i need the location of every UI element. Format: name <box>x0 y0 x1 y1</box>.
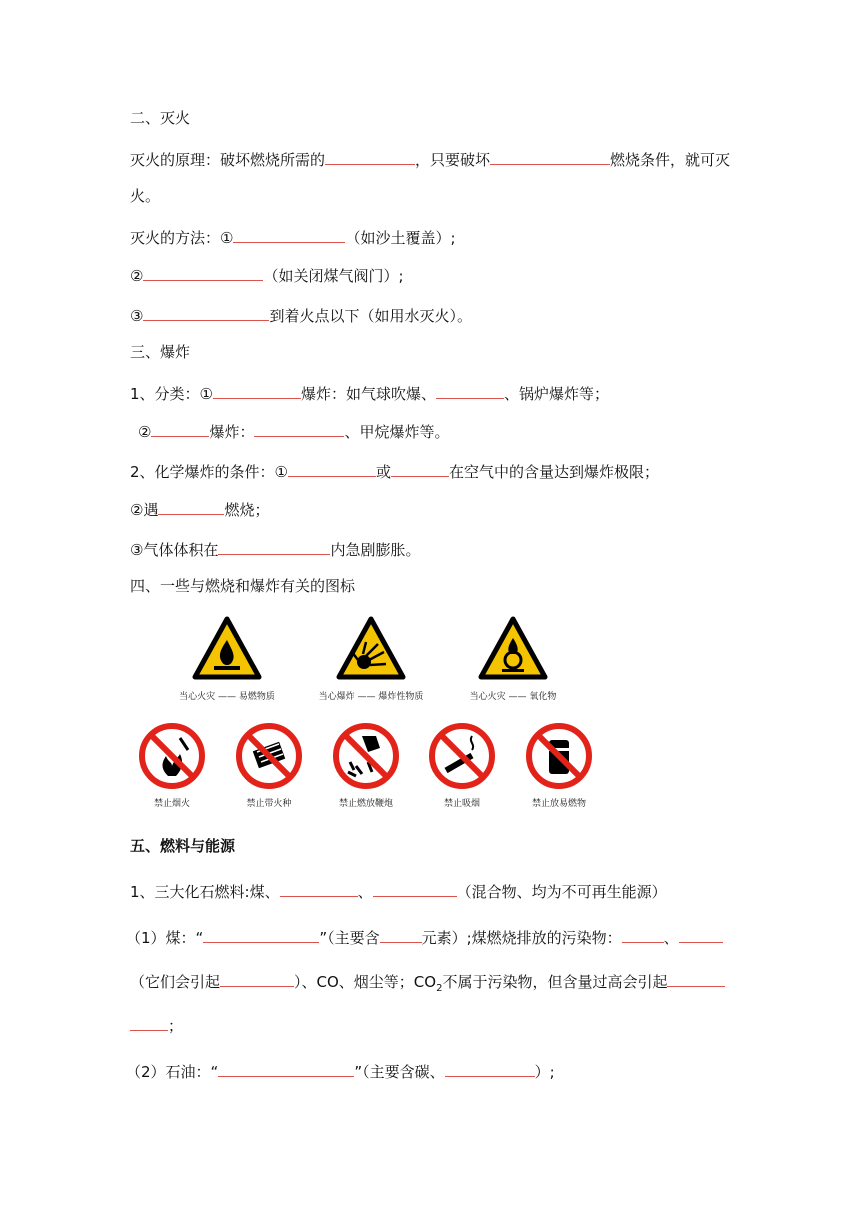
text: ）; <box>534 1063 555 1081</box>
answer-blank[interactable] <box>254 420 344 437</box>
principle-line <box>130 148 730 170</box>
method-line-2 <box>130 264 404 286</box>
explosive-warning-icon <box>336 616 406 680</box>
text: ②遇 <box>130 501 159 519</box>
answer-blank[interactable] <box>445 1060 535 1077</box>
flammable-warning-icon <box>192 616 262 680</box>
subscript: 2 <box>436 983 443 994</box>
section-4-heading: 四、一些与燃烧和爆炸有关的图标 <box>130 577 356 595</box>
text: 灭火的原理：破坏燃烧所需的 <box>130 151 326 169</box>
warning-caption: 当心火灾 —— 易燃物质 <box>179 692 275 702</box>
text: ”（主要含 <box>319 929 380 947</box>
text: 爆炸： <box>209 423 255 441</box>
text: 1、三大化石燃料:煤、 <box>130 883 280 901</box>
answer-blank[interactable] <box>373 880 457 897</box>
warning-caption: 当心火灾 —— 氧化物 <box>469 692 557 702</box>
answer-blank[interactable] <box>143 264 263 281</box>
oxidizer-warning-icon <box>478 616 548 680</box>
answer-blank[interactable] <box>203 926 319 943</box>
classify-line-2 <box>138 420 449 442</box>
answer-blank[interactable] <box>220 970 294 987</box>
answer-blank[interactable] <box>288 460 376 477</box>
no-smoking-icon <box>428 722 496 790</box>
answer-blank[interactable] <box>436 382 504 399</box>
text: 、甲烷爆炸等。 <box>344 423 450 441</box>
answer-blank[interactable] <box>143 304 269 321</box>
section-2-heading: 二、灭火 <box>130 109 191 127</box>
answer-blank[interactable] <box>130 1014 168 1031</box>
prohibition-caption: 禁止烟火 <box>153 799 190 809</box>
text: 、锅炉爆炸等； <box>504 385 610 403</box>
text: ③气体体积在 <box>130 541 219 559</box>
prohibition-caption: 禁止燃放鞭炮 <box>338 799 393 809</box>
text: （混合物、均为不可再生能源） <box>456 883 667 901</box>
text: 2、化学爆炸的条件：① <box>130 463 288 481</box>
text: 燃烧； <box>224 501 270 519</box>
no-matches-icon <box>235 722 303 790</box>
no-flammable-materials-icon <box>525 722 593 790</box>
text: 内急剧膨胀。 <box>330 541 421 559</box>
text: （如沙土覆盖）; <box>345 229 456 247</box>
text: （它们会引起 <box>130 973 221 991</box>
text: （如关闭煤气阀门）; <box>263 267 404 285</box>
condition-line-3 <box>130 538 420 560</box>
text: 爆炸：如气球吹爆、 <box>301 385 437 403</box>
text: 燃烧条件，就可灭 <box>610 151 731 169</box>
answer-blank[interactable] <box>667 970 725 987</box>
text: （1）煤：“ <box>126 929 204 947</box>
prohibition-caption: 禁止吸烟 <box>443 799 480 809</box>
answer-blank[interactable] <box>679 926 723 943</box>
fossil-fuel-line <box>130 880 667 902</box>
answer-blank[interactable] <box>213 382 301 399</box>
text: 或 <box>376 463 392 481</box>
answer-blank[interactable] <box>325 148 415 165</box>
answer-blank[interactable] <box>218 1060 354 1077</box>
principle-line-cont: 火。 <box>130 187 161 205</box>
text: ② <box>130 267 144 285</box>
prohibition-caption: 禁止带火种 <box>246 799 292 809</box>
method-line-1 <box>130 226 456 248</box>
text: 灭火的方法：① <box>130 229 234 247</box>
no-fire-icon <box>138 722 206 790</box>
answer-blank[interactable] <box>490 148 610 165</box>
section-3-heading: 三、爆炸 <box>130 343 191 361</box>
coal-line-2 <box>130 970 725 999</box>
text: 、 <box>663 929 679 947</box>
condition-line-2 <box>130 498 269 520</box>
condition-line-1 <box>130 460 659 482</box>
warning-caption: 当心爆炸 —— 爆炸性物质 <box>318 692 424 702</box>
coal-line <box>126 926 723 948</box>
text: 1、分类：① <box>130 385 213 403</box>
answer-blank[interactable] <box>280 880 358 897</box>
answer-blank[interactable] <box>622 926 664 943</box>
answer-blank[interactable] <box>218 538 330 555</box>
section-5-heading: 五、燃料与能源 <box>130 837 236 855</box>
prohibition-caption: 禁止放易燃物 <box>531 799 586 809</box>
answer-blank[interactable] <box>391 460 449 477</box>
text: 在空气中的含量达到爆炸极限； <box>449 463 660 481</box>
text: ”（主要含碳、 <box>354 1063 445 1081</box>
text: ，只要破坏 <box>415 151 491 169</box>
text: ② <box>138 423 152 441</box>
coal-line-3 <box>130 1014 183 1036</box>
answer-blank[interactable] <box>233 226 345 243</box>
text: 到着火点以下（如用水灭火）。 <box>269 307 472 325</box>
answer-blank[interactable] <box>380 926 422 943</box>
no-firecrackers-icon <box>332 722 400 790</box>
classify-line-1 <box>130 382 609 404</box>
text: 不属于污染物，但含量过高会引起 <box>442 973 668 991</box>
answer-blank[interactable] <box>158 498 224 515</box>
answer-blank[interactable] <box>151 420 209 437</box>
text: ③ <box>130 307 144 325</box>
text: （2）石油：“ <box>126 1063 219 1081</box>
text: 元素）;煤燃烧排放的污染物： <box>421 929 622 947</box>
text: ； <box>168 1017 184 1035</box>
text: ）、CO、烟尘等；CO <box>294 973 437 991</box>
oil-line <box>126 1060 555 1082</box>
method-line-3 <box>130 304 472 326</box>
text: 、 <box>357 883 373 901</box>
